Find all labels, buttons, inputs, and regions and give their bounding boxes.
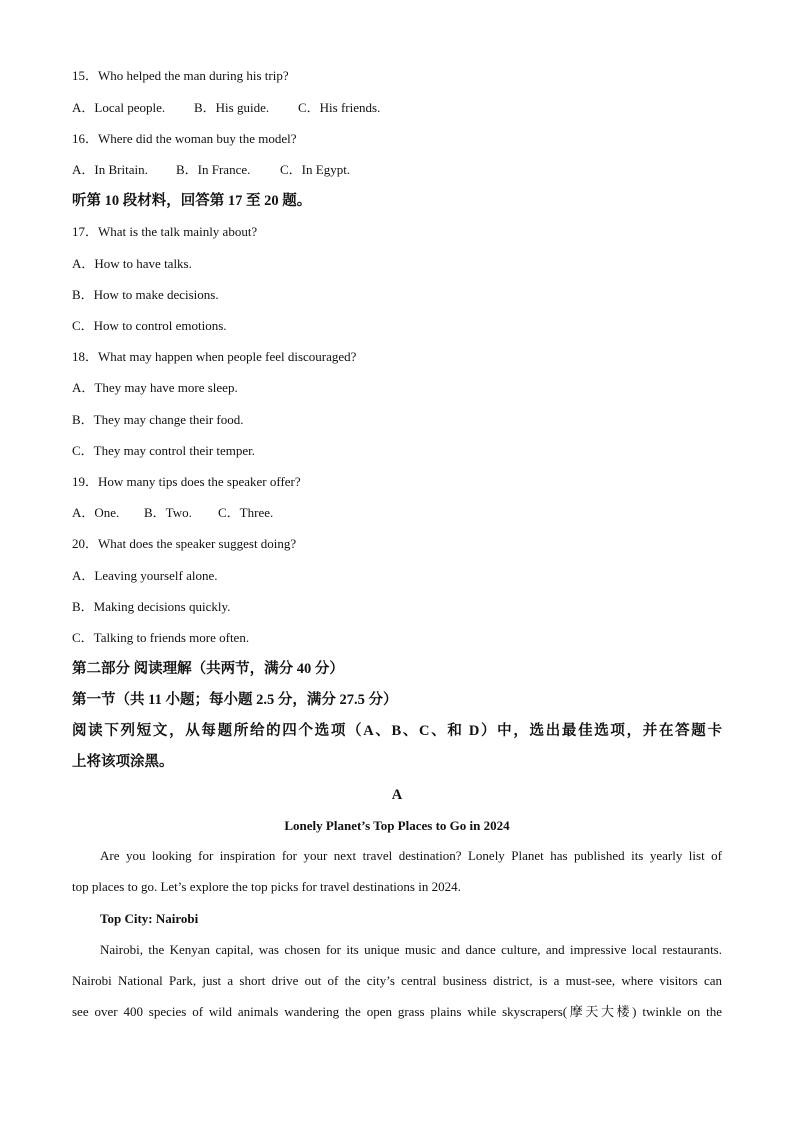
question-20: 20．What does the speaker suggest doing? (72, 536, 297, 551)
question-20-option-b: B．Making decisions quickly. (72, 599, 231, 614)
paragraph-1-line-1: Are you looking for inspiration for your next travel destination? Lonely Planet has published its yearly list of (100, 848, 722, 863)
paragraph-2-line-3: see over 400 species of wild animals wandering the open grass plains while skyscrapers(摩天大楼) twinkle on the (72, 1004, 722, 1019)
option-a: A．Local people. (72, 100, 166, 115)
option-c: C．In Egypt. (280, 162, 351, 177)
question-20-option-c: C．Talking to friends more often. (72, 630, 250, 645)
option-a: A．In Britain. (72, 162, 148, 177)
subheading-top-city: Top City: Nairobi (100, 911, 199, 926)
section-10-heading: 听第 10 段材料，回答第 17 至 20 题。 (72, 193, 312, 209)
part-2-heading: 第二部分 阅读理解（共两节，满分 40 分） (72, 661, 344, 677)
question-15-options (72, 99, 380, 117)
section-1-heading: 第一节（共 11 小题；每小题 2.5 分，满分 27.5 分） (72, 692, 398, 708)
paragraph-1-line-2: top places to go. Let’s explore the top picks for travel destinations in 2024. (72, 879, 461, 894)
instructions-line-2: 上将该项涂黑。 (72, 754, 174, 770)
option-a: A．One. (72, 505, 120, 520)
question-17: 17．What is the talk mainly about? (72, 224, 258, 239)
question-19: 19．How many tips does the speaker offer? (72, 474, 301, 489)
paragraph-2-line-2: Nairobi National Park, just a short drive out of the city’s central business district, is a must-see, where visitors can (72, 973, 722, 988)
question-18: 18．What may happen when people feel discouraged? (72, 349, 357, 364)
question-17-option-b: B．How to make decisions. (72, 287, 219, 302)
instructions-line-1: 阅读下列短文，从每题所给的四个选项（A、B、C、和 D）中，选出最佳选项，并在答题卡 (72, 723, 722, 739)
option-c: C．His friends. (298, 100, 381, 115)
question-17-option-c: C．How to control emotions. (72, 318, 227, 333)
question-15: 15．Who helped the man during his trip? (72, 68, 289, 83)
question-19-options (72, 504, 273, 522)
option-b: B．In France. (176, 162, 251, 177)
paragraph-2-line-1: Nairobi, the Kenyan capital, was chosen for its unique music and dance culture, and impressive local restaurants. (100, 942, 722, 957)
option-c: C．Three. (218, 505, 274, 520)
question-18-option-b: B．They may change their food. (72, 412, 244, 427)
option-b: B．His guide. (194, 100, 270, 115)
question-18-option-a: A．They may have more sleep. (72, 380, 238, 395)
option-b: B．Two. (144, 505, 192, 520)
question-20-option-a: A．Leaving yourself alone. (72, 568, 218, 583)
question-16: 16．Where did the woman buy the model? (72, 131, 297, 146)
passage-letter: A (391, 787, 403, 803)
question-17-option-a: A．How to have talks. (72, 256, 192, 271)
passage-title: Lonely Planet’s Top Places to Go in 2024 (284, 818, 510, 833)
question-16-options (72, 161, 350, 179)
question-18-option-c: C．They may control their temper. (72, 443, 256, 458)
